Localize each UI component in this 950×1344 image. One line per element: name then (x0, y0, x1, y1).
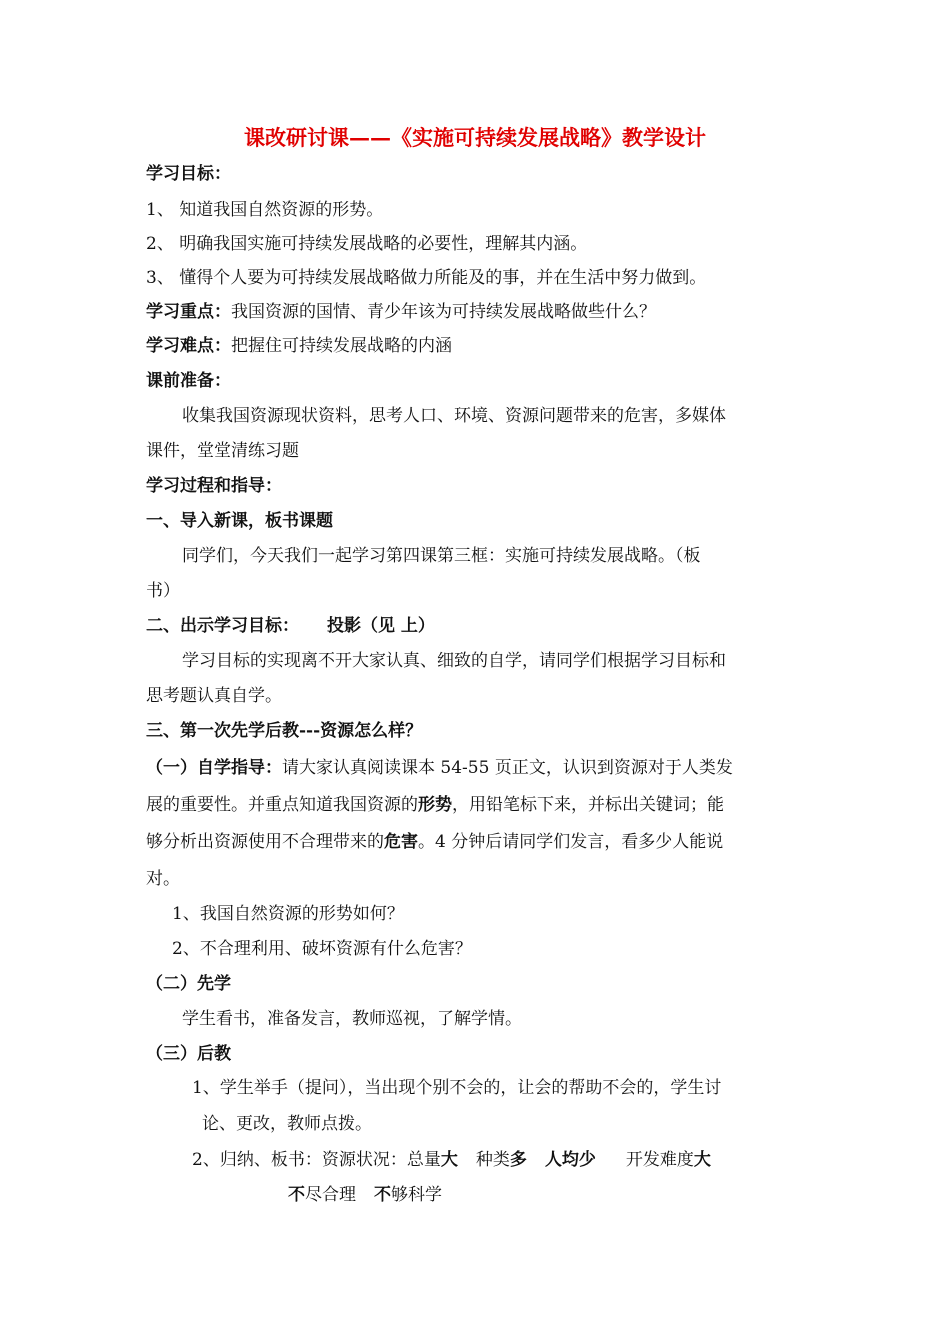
pre-study-text: 学生看书，准备发言，教师巡视，了解学情。 (182, 1009, 522, 1029)
not-marker-1: 不 (288, 1185, 305, 1205)
not-reasonable-text: 尽合理 (305, 1185, 356, 1205)
keypoint-label: 学习重点： (146, 302, 231, 322)
section1-heading: 一、导入新课，板书课题 (146, 511, 333, 531)
resource-difficulty-value: 大 (693, 1150, 711, 1170)
guide-text-2a: 展的重要性。并重点知道我国资源的 (146, 795, 418, 815)
difficulty-label: 学习难点： (146, 336, 231, 356)
resource-difficulty-label: 开发难度 (625, 1150, 694, 1170)
section2-heading-row (146, 615, 435, 637)
resource-status-label: 2、归纳、板书：资源状况：总量 (192, 1150, 441, 1170)
prep-line-2: 课件，堂堂清练习题 (146, 441, 299, 461)
resource-types-label: 种类 (475, 1150, 510, 1170)
guide-emphasis-harm: 危害 (384, 832, 418, 852)
post-teach-label: （三）后教 (146, 1044, 231, 1064)
objective-item-1: 1、 知道我国自然资源的形势。 (146, 200, 384, 220)
objective-item-2: 2、 明确我国实施可持续发展战略的必要性，理解其内涵。 (146, 234, 588, 254)
post-teach-2-row (192, 1149, 711, 1171)
objectives-label: 学习目标： (146, 164, 231, 184)
section2-heading-extra: 投影（见 上） (327, 616, 435, 636)
difficulty-text: 把握住可持续发展战略的内涵 (231, 336, 452, 356)
guide-line-2 (146, 794, 724, 816)
process-label: 学习过程和指导： (146, 476, 282, 496)
guide-emphasis-situation: 形势 (418, 795, 452, 815)
post-teach-3-row (288, 1184, 442, 1206)
guide-label: （一）自学指导： (146, 758, 282, 778)
section1-line-2: 书） (146, 581, 180, 601)
prep-line-1: 收集我国资源现状资料，思考人口、环境、资源问题带来的危害，多媒体 (182, 406, 726, 426)
not-scientific-text: 够科学 (391, 1185, 442, 1205)
section2-line-1: 学习目标的实现离不开大家认真、细致的自学，请同学们根据学习目标和 (182, 651, 726, 671)
pre-study-label: （二）先学 (146, 974, 231, 994)
difficulty-row (146, 335, 452, 357)
guide-line-1 (146, 757, 733, 779)
keypoint-row (146, 301, 656, 323)
guide-line-4: 对。 (146, 869, 180, 889)
section2-heading: 二、出示学习目标： (146, 616, 299, 636)
question-2: 2、不合理利用、破坏资源有什么危害？ (172, 939, 472, 959)
resource-types-value: 多 (509, 1150, 527, 1170)
resource-per-capita: 人均少 (544, 1150, 596, 1170)
post-teach-1-line-1: 1、学生举手（提问），当出现个别不会的，让会的帮助不会的，学生讨 (192, 1078, 722, 1098)
section1-line-1: 同学们，今天我们一起学习第四课第三框：实施可持续发展战略。（板 (182, 546, 701, 566)
question-1: 1、我国自然资源的形势如何？ (172, 904, 404, 924)
not-marker-2: 不 (374, 1185, 391, 1205)
objective-item-3: 3、 懂得个人要为可持续发展战略做力所能及的事，并在生活中努力做到。 (146, 268, 707, 288)
guide-text-1: 请大家认真阅读课本 54-55 页正文，认识到资源对于人类发 (282, 758, 733, 778)
guide-text-3a: 够分析出资源使用不合理带来的 (146, 832, 384, 852)
guide-text-2b: ，用铅笔标下来，并标出关键词；能 (452, 795, 724, 815)
resource-total-value: 大 (440, 1150, 458, 1170)
keypoint-text: 我国资源的国情、青少年该为可持续发展战略做些什么？ (231, 302, 656, 322)
prep-label: 课前准备： (146, 371, 231, 391)
document-title: 课改研讨课——《实施可持续发展战略》教学设计 (244, 125, 706, 150)
section2-line-2: 思考题认真自学。 (146, 686, 282, 706)
section3-heading: 三、第一次先学后教---资源怎么样？ (146, 721, 423, 741)
guide-text-3b: 。4 分钟后请同学们发言，看多少人能说 (418, 832, 724, 852)
guide-line-3 (146, 831, 723, 853)
post-teach-1-line-2: 论、更改，教师点拨。 (202, 1114, 372, 1134)
